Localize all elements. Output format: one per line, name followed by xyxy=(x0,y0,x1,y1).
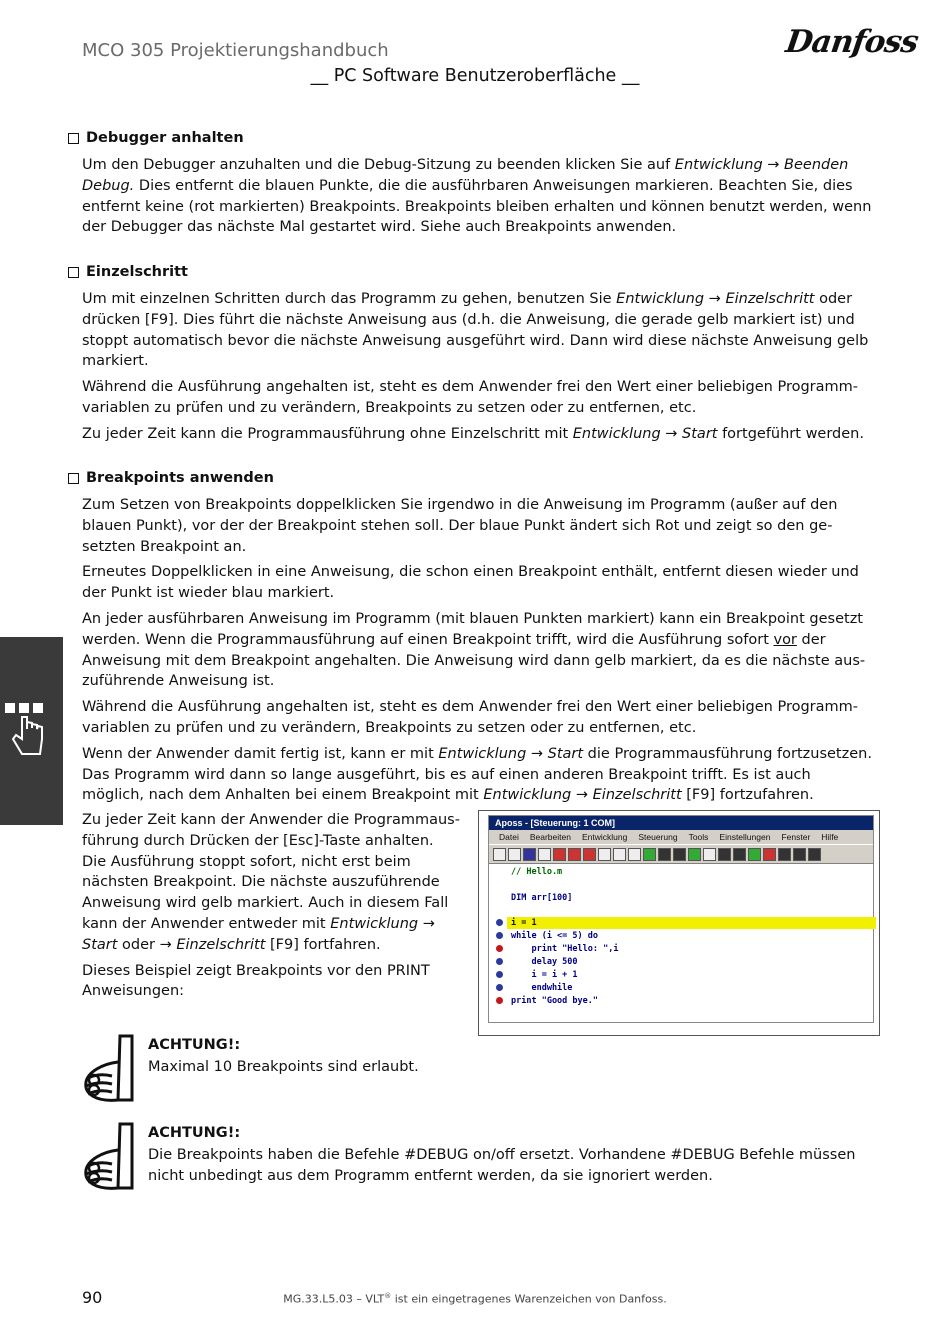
note-title: ACHTUNG!: xyxy=(148,1037,241,1053)
footer-text: MG.33.L5.03 – VLT® ist ein eingetragenes Warenzeichen von Danfoss. xyxy=(283,1292,667,1306)
heading-text: Breakpoints anwenden xyxy=(86,470,274,486)
run-icon[interactable] xyxy=(643,848,656,861)
paragraph: Während die Ausführung angehalten ist, steht es dem Anwender frei den Wert einer beliebigen Programm-variablen zu prüfen und zu verändern, Breakpoints zu setzen oder zu entfernen, etc. xyxy=(82,699,858,736)
menu-item-steuerung[interactable]: Steuerung xyxy=(638,832,678,842)
code-line: delay 500 xyxy=(511,957,578,967)
section-heading-debugger xyxy=(68,130,244,146)
section-heading-breakpoints xyxy=(68,470,274,486)
save-icon[interactable] xyxy=(523,848,536,861)
menu-item-tools[interactable]: Tools xyxy=(688,832,709,842)
paragraph: Um den Debugger anzuhalten und die Debug-Sitzung zu beenden klicken Sie auf Entwicklung → Beenden Debug. Dies entfernt die blauen Punkte, die die ausführbaren Anweisungen markieren. Beachten Sie, dies entfernt keine (rot markierten) Breakpoints. Breakpoints bleiben erhalten und können benutzt werden, wenn der Debugger das nächste Mal gestartet wird. Siehe auch Breakpoints anwenden. xyxy=(82,157,872,236)
checkbox-bullet-icon xyxy=(68,133,79,144)
paragraph: Wenn der Anwender damit fertig ist, kann er mit Entwicklung → Start die Programmausführung fortzusetzen. Das Programm wird dann so lange ausgeführt, bis es auf einen anderen Breakpoint trifft. Es ist auch möglich, nach dem Anhalten bei einem Breakpoint mit Entwicklung → Einzelschritt [F9] fortzufahren. xyxy=(82,745,872,804)
code-line: print "Good bye." xyxy=(511,996,598,1006)
breakpoint-dot-icon[interactable] xyxy=(496,997,503,1004)
danfoss-logo: Danfoss xyxy=(783,24,920,60)
debug-icon[interactable] xyxy=(703,848,716,861)
menu-item-hilfe[interactable]: Hilfe xyxy=(821,832,839,842)
warning-hand-icon xyxy=(82,1122,136,1192)
menu-item-entwicklung[interactable]: Entwicklung xyxy=(581,832,628,842)
page-number: 90 xyxy=(82,1288,103,1307)
aposs-window xyxy=(488,815,874,1023)
chapter-side-tab xyxy=(0,637,63,825)
note-text: Maximal 10 Breakpoints sind erlaubt. xyxy=(148,1059,419,1075)
execution-point-icon[interactable] xyxy=(496,984,503,991)
new-file-icon[interactable] xyxy=(493,848,506,861)
toolbar xyxy=(489,844,873,864)
execution-point-icon[interactable] xyxy=(496,971,503,978)
heading-text: Debugger anhalten xyxy=(86,130,244,146)
paragraph: Zu jeder Zeit kann der Anwender die Programmaus-führung durch Drücken der [Esc]-Taste anhalten. Die Ausführung stoppt sofort, nicht erst beim nächsten Breakpoint. Die nächste auszuführende Anweisung wird gelb markiert. Auch in diesem Fall kann der Anwender entweder mit Entwicklung → Start oder → Einzelschritt [F9] fortfahren. xyxy=(82,812,460,953)
menu-item-fenster[interactable]: Fenster xyxy=(781,832,811,842)
code-line: print "Hello: ",i xyxy=(511,944,619,954)
open-file-icon[interactable] xyxy=(508,848,521,861)
header-title: MCO 305 Projektierungshandbuch xyxy=(82,40,389,61)
aposs-screenshot xyxy=(478,810,880,1036)
paste-icon[interactable] xyxy=(628,848,641,861)
execution-point-icon[interactable] xyxy=(496,919,503,926)
stop-icon[interactable] xyxy=(583,848,596,861)
breakpoints-text-narrow xyxy=(82,810,462,1007)
find-icon[interactable] xyxy=(658,848,671,861)
find-next-icon[interactable] xyxy=(673,848,686,861)
execution-point-icon[interactable] xyxy=(496,958,503,965)
paragraph: Zum Setzen von Breakpoints doppelklicken Sie irgendwo in die Anweisung im Programm (außer auf den blauen Punkt), vor der der Breakpoint stehen soll. Der blaue Punkt ändert sich Rot und zeigt so den ge-setzten Breakpoint an. xyxy=(82,497,838,555)
paragraph: Um mit einzelnen Schritten durch das Programm zu gehen, benutzen Sie Entwicklung → Einzelschritt oder drücken [F9]. Dies führt die nächste Anweisung aus (d.h. die Anweisung, die gerade gelb markiert ist) und stoppt automatisch bevor die nächste Anweisung ausgeführt wird. Dann wird diese nächste Anweisung gelb markiert. xyxy=(82,291,869,370)
oscilloscope-icon[interactable] xyxy=(793,848,806,861)
copy-icon[interactable] xyxy=(613,848,626,861)
clear-breakpoint-icon[interactable] xyxy=(568,848,581,861)
chapter-title: __ PC Software Benutzeroberfläche __ xyxy=(310,66,640,86)
reset-icon[interactable] xyxy=(763,848,776,861)
breakpoint-icon[interactable] xyxy=(553,848,566,861)
test-run-icon[interactable] xyxy=(808,848,821,861)
window-title: Aposs - [Steuerung: 1 COM] xyxy=(489,816,873,830)
io-icon[interactable] xyxy=(718,848,731,861)
breakpoints-text xyxy=(82,495,872,811)
execution-point-icon[interactable] xyxy=(496,932,503,939)
section-heading-einzelschritt xyxy=(68,264,188,280)
paragraph: Während die Ausführung angehalten ist, steht es dem Anwender frei den Wert einer beliebigen Programm-variablen zu prüfen und zu verändern, Breakpoints zu setzen oder zu entfernen, etc. xyxy=(82,379,858,416)
menu-item-einstellungen[interactable]: Einstellungen xyxy=(719,832,771,842)
menu-item-bearbeiten[interactable]: Bearbeiten xyxy=(529,832,571,842)
code-line: endwhile xyxy=(511,983,573,993)
paragraph: An jeder ausführbaren Anweisung im Programm (mit blauen Punkten markiert) kann ein Breakpoint gesetzt werden. Wenn die Programmausführung auf einen Breakpoint trifft, wird die Ausführung sofort vor der Anweisung mit dem Breakpoint angehalten. Die Anweisung wird dann gelb markiert, da es die nächste aus-zuführende Anweisung ist. xyxy=(82,610,866,690)
menu-bar xyxy=(489,830,873,844)
code-line: // Hello.m xyxy=(511,867,563,877)
paragraph: Dieses Beispiel zeigt Breakpoints vor den PRINT Anweisungen: xyxy=(82,962,430,1000)
heading-text: Einzelschritt xyxy=(86,264,188,280)
menu-item-datei[interactable]: Datei xyxy=(499,832,519,842)
warning-hand-icon xyxy=(82,1034,136,1104)
paragraph: Zu jeder Zeit kann die Programmausführung ohne Einzelschritt mit Entwicklung → Start fortgeführt werden. xyxy=(82,425,864,442)
checkbox-bullet-icon xyxy=(68,267,79,278)
code-line: DIM arr[100] xyxy=(511,893,573,903)
compile-icon[interactable] xyxy=(688,848,701,861)
print-icon[interactable] xyxy=(538,848,551,861)
paragraph: Erneutes Doppelklicken in eine Anweisung, die schon einen Breakpoint enthält, entfernt diesen wieder und der Punkt ist wieder blau markiert. xyxy=(82,564,859,602)
breakpoint-dot-icon[interactable] xyxy=(496,945,503,952)
cut-icon[interactable] xyxy=(598,848,611,861)
hand-pointer-icon xyxy=(4,699,50,759)
checkbox-bullet-icon xyxy=(68,473,79,484)
einzelschritt-text xyxy=(82,289,872,450)
code-line: i = i + 1 xyxy=(511,970,578,980)
debugger-text xyxy=(82,155,872,243)
terminal-icon[interactable] xyxy=(778,848,791,861)
code-line-current: i = 1 xyxy=(507,917,876,929)
note-title: ACHTUNG!: xyxy=(148,1125,241,1141)
code-line: while (i <= 5) do xyxy=(511,931,598,941)
monitor-icon[interactable] xyxy=(748,848,761,861)
note-text: Die Breakpoints haben die Befehle #DEBUG on/off ersetzt. Vorhandene #DEBUG Befehle müssen nicht unbedingt aus dem Programm entfernt werden, da sie ignoriert werden. xyxy=(148,1147,856,1184)
parameter-icon[interactable] xyxy=(733,848,746,861)
